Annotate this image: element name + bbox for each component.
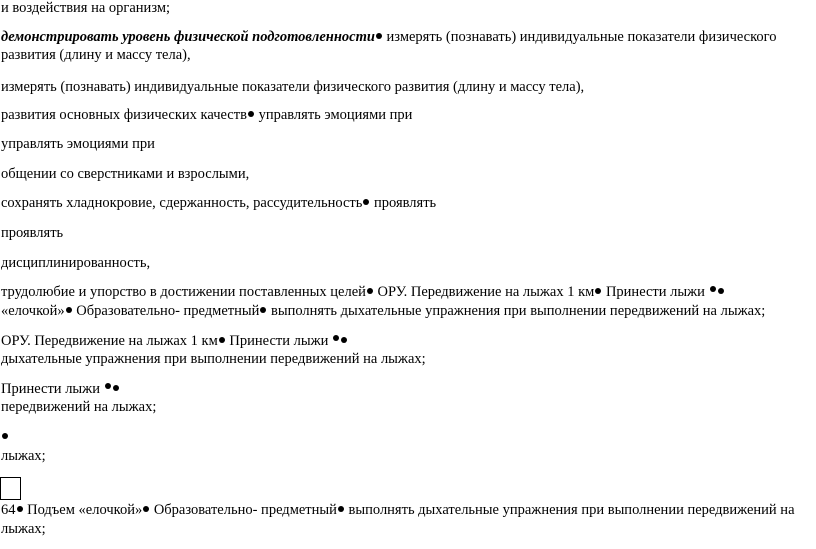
- line-text: управлять эмоциями при: [1, 136, 155, 152]
- bullet-icon: [17, 506, 23, 512]
- text-line-7: [1, 165, 249, 183]
- line-text: трудолюбие и упорство в достижении поставленных целей: [1, 284, 366, 300]
- bullet-icon: [260, 307, 266, 313]
- line-text: Принести лыжи: [1, 381, 104, 397]
- line-text: «елочкой»: [1, 303, 65, 319]
- bullet-icon: [367, 288, 373, 294]
- text-line-11: [1, 283, 725, 301]
- bullet-icon: [143, 506, 149, 512]
- bullet-icon: [333, 335, 339, 341]
- empty-table-cell: [0, 477, 21, 500]
- line-text: проявлять: [370, 195, 437, 211]
- line-text: лыжах;: [1, 448, 46, 464]
- bullet-icon: [113, 385, 119, 391]
- bullet-icon: [718, 288, 724, 294]
- line-text: ОРУ. Передвижение на лыжах 1 км: [373, 284, 595, 300]
- line-text: выполнять дыхательные упражнения при выполнении передвижений на лыжах;: [267, 303, 766, 319]
- line-text: Принести лыжи: [602, 284, 709, 300]
- text-line-4: [1, 78, 584, 96]
- bullet-icon: [219, 337, 225, 343]
- text-line-13: [1, 332, 348, 350]
- line-text: общении со сверстниками и взрослыми,: [1, 166, 250, 182]
- text-line-15: [1, 380, 120, 398]
- line-text: измерять (познавать) индивидуальные показатели физического развития (длину и массу тела),: [1, 79, 585, 95]
- text-line-1: [1, 0, 170, 17]
- bullet-icon: [248, 111, 254, 117]
- text-line-18: [1, 447, 46, 465]
- text-line-5: [1, 106, 412, 124]
- line-text: Подъем «елочкой»: [23, 502, 143, 518]
- line-text: сохранять хладнокровие, сдержанность, рассудительность: [1, 195, 363, 211]
- line-text: лыжах;: [1, 521, 46, 537]
- line-text: Образовательно- предметный: [150, 502, 337, 518]
- text-line-12: [1, 302, 765, 320]
- bullet-icon: [710, 286, 716, 292]
- text-line-19: [1, 501, 795, 519]
- line-text: Образовательно- предметный: [72, 303, 260, 319]
- bullet-icon: [105, 383, 111, 389]
- bullet-icon: [595, 288, 601, 294]
- line-text: выполнять дыхательные упражнения при выполнении передвижений на: [344, 502, 795, 518]
- text-line-10: [1, 254, 150, 272]
- text-line-14: [1, 350, 426, 368]
- line-text: дыхательные упражнения при выполнении передвижений на лыжах;: [1, 351, 426, 367]
- text-line-17: [1, 428, 9, 446]
- line-text: измерять (познавать) индивидуальные показатели физического: [382, 29, 777, 45]
- line-text: дисциплинированность,: [1, 255, 151, 271]
- text-line-2: [1, 28, 777, 46]
- line-text: развития основных физических качеств: [1, 107, 247, 123]
- line-text: 64: [1, 502, 16, 518]
- text-line-9: [1, 224, 63, 242]
- bullet-icon: [341, 337, 347, 343]
- line-text: и воздействия на организм;: [1, 0, 171, 16]
- line-text: развития (длину и массу тела),: [1, 47, 191, 63]
- text-line-6: [1, 135, 155, 153]
- text-line-16: [1, 398, 156, 416]
- line-text: Принести лыжи: [225, 333, 332, 349]
- text-line-20: [1, 520, 46, 538]
- text-line-3: [1, 46, 191, 64]
- bullet-icon: [363, 199, 369, 205]
- line-text: передвижений на лыжах;: [1, 399, 157, 415]
- line-text: проявлять: [1, 225, 64, 241]
- line-text: управлять эмоциями при: [254, 107, 413, 123]
- bold-heading-text: демонстрировать уровень физической подготовленности: [1, 29, 375, 45]
- line-text: ОРУ. Передвижение на лыжах 1 км: [1, 333, 218, 349]
- text-line-8: [1, 194, 436, 212]
- bullet-icon: [66, 307, 72, 313]
- bullet-icon: [376, 33, 382, 39]
- bullet-icon: [2, 433, 8, 439]
- bullet-icon: [338, 506, 344, 512]
